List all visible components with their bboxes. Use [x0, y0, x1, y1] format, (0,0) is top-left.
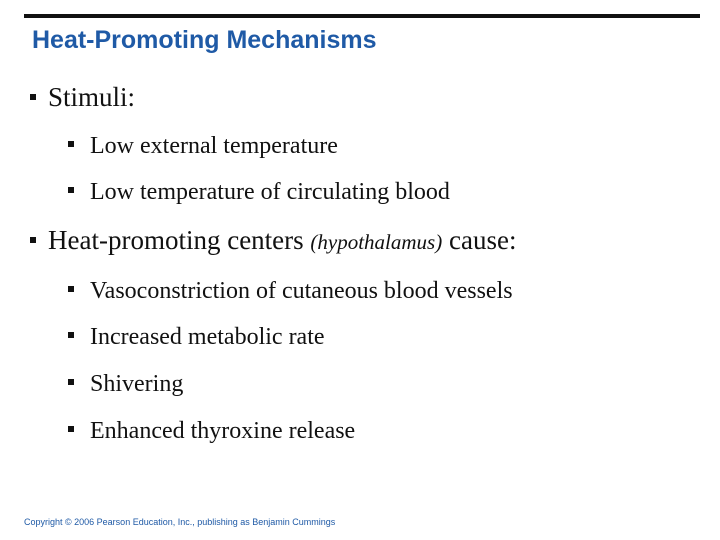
sub-bullet: [68, 418, 355, 445]
slide-title: Heat-Promoting Mechanisms: [32, 26, 377, 54]
sub-bullet-text: Shivering: [90, 371, 184, 397]
title-rule: [24, 14, 700, 18]
bullet-heat-promoting-centers: [30, 225, 516, 256]
sub-bullet-text: Low external temperature: [90, 133, 338, 159]
sub-bullet: [68, 133, 338, 160]
sub-bullet: [68, 324, 325, 351]
sub-bullet: [68, 371, 183, 398]
bullet-label: Stimuli:: [48, 82, 136, 112]
sub-bullet-text: Vasoconstriction of cutaneous blood vessels: [90, 278, 513, 304]
sub-bullet: [68, 179, 450, 206]
square-bullet-icon: [30, 94, 36, 100]
bullet-stimuli: [30, 82, 135, 113]
square-bullet-icon: [68, 426, 74, 432]
sub-bullet-text: Increased metabolic rate: [90, 324, 325, 350]
square-bullet-icon: [68, 332, 74, 338]
square-bullet-icon: [30, 237, 36, 243]
bullet-label-suffix: cause:: [442, 225, 517, 255]
bullet-label-prefix: Heat-promoting centers: [48, 225, 311, 255]
square-bullet-icon: [68, 379, 74, 385]
square-bullet-icon: [68, 187, 74, 193]
sub-bullet-text: Low temperature of circulating blood: [90, 179, 450, 205]
sub-bullet-text: Enhanced thyroxine release: [90, 418, 356, 444]
copyright-footer: Copyright © 2006 Pearson Education, Inc., publishing as Benjamin Cummings: [24, 517, 336, 527]
sub-bullet: [68, 278, 513, 305]
square-bullet-icon: [68, 286, 74, 292]
hypothalamus-note: (hypothalamus): [310, 230, 443, 254]
square-bullet-icon: [68, 141, 74, 147]
